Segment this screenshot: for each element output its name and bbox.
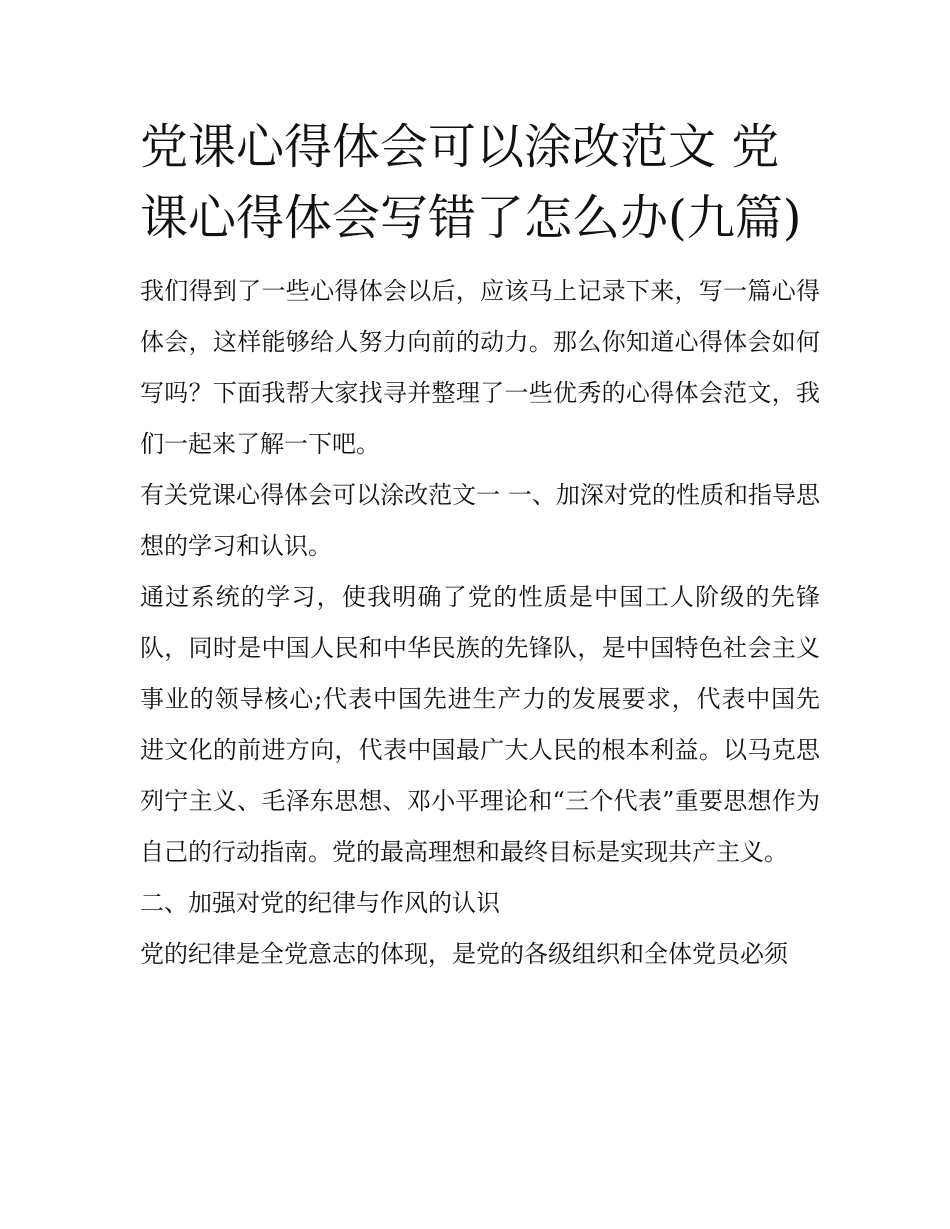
paragraph-party-discipline: 党的纪律是全党意志的体现，是党的各级组织和全体党员必须 (140, 940, 788, 968)
paragraph-section-2-heading: 二、加强对党的纪律与作风的认识 (140, 889, 500, 917)
document-content (140, 112, 820, 980)
document-title: 党课心得体会可以涂改范文 党课心得体会写错了怎么办(九篇) (140, 119, 802, 246)
paragraph-party-nature: 通过系统的学习，使我明确了党的性质是中国工人阶级的先锋队，同时是中国人民和中华民族的先锋队，是中国特色社会主义事业的领导核心;代表中国先进生产力的发展要求，代表中国先进文化的前进方向，代表中国最广大人民的根本利益。以马克思列宁主义、毛泽东思想、邓小平理论和“三个代表”重要思想作为自己的行动指南。党的最高理想和最终目标是实现共产主义。 (140, 583, 820, 866)
document-body (140, 266, 820, 980)
paragraph-section-1-heading: 有关党课心得体会可以涂改范文一 一、加深对党的性质和指导思想的学习和认识。 (140, 481, 820, 560)
paragraph-intro: 我们得到了一些心得体会以后，应该马上记录下来，写一篇心得体会，这样能够给人努力向前的动力。那么你知道心得体会如何写吗？下面我帮大家找寻并整理了一些优秀的心得体会范文，我们一起来了解一下吧。 (140, 277, 820, 458)
